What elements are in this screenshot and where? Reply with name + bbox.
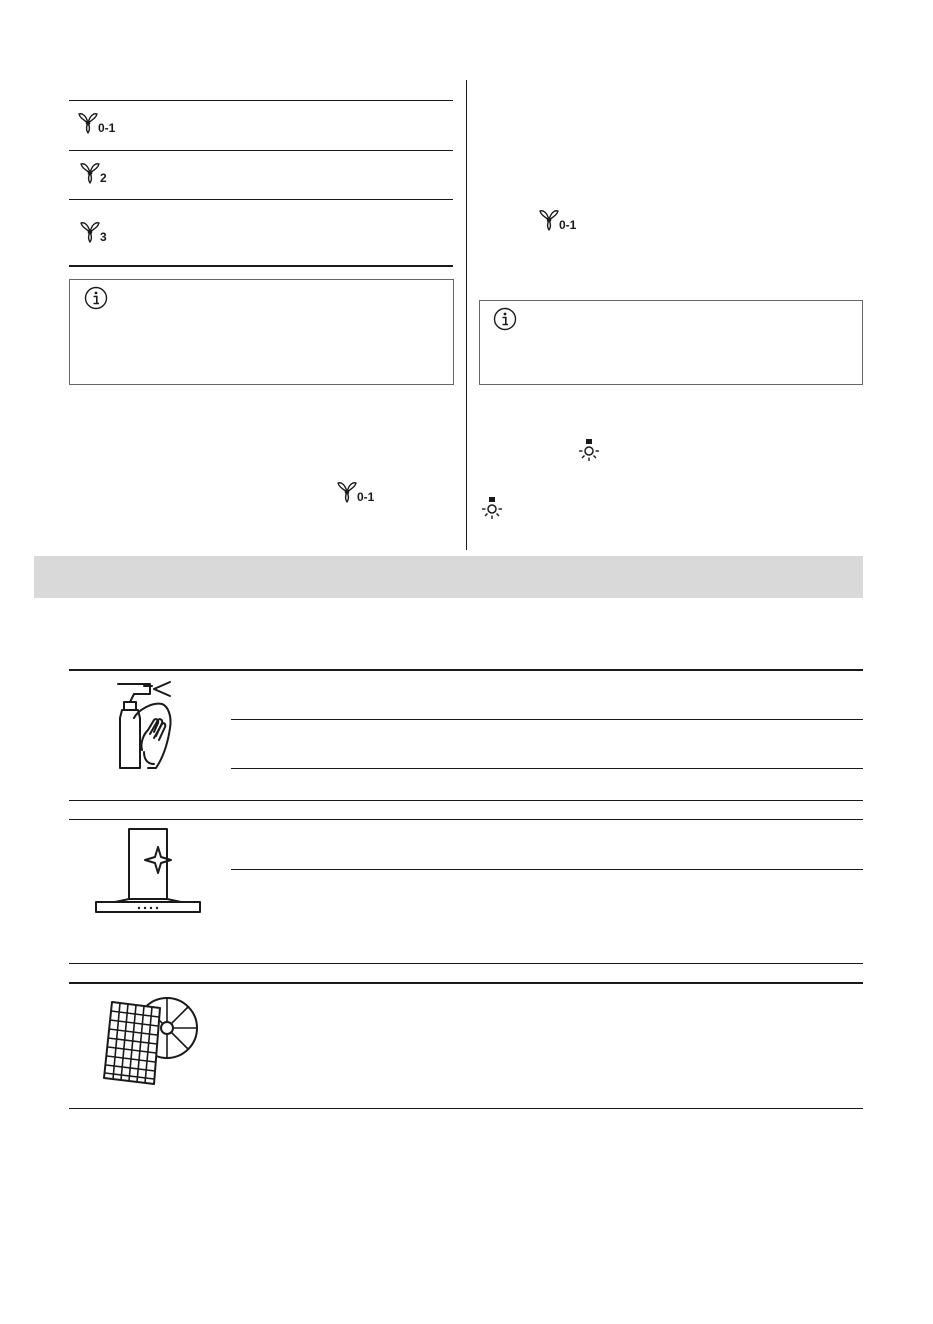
- section-heading-band: [34, 556, 863, 598]
- info-icon: [84, 286, 108, 310]
- table-rule: [69, 982, 863, 984]
- table-rule: [69, 100, 453, 101]
- info-note-box: [69, 279, 454, 385]
- table-rule: [69, 800, 863, 801]
- fan-subscript: 3: [100, 230, 107, 244]
- fan-icon: [79, 221, 101, 243]
- table-rule: [69, 1108, 863, 1109]
- fan-speed-3-symbol: [79, 221, 107, 243]
- fan-subscript: 0-1: [98, 121, 116, 135]
- light-bulb-icon: [479, 496, 505, 522]
- light-bulb-icon: [576, 438, 602, 464]
- info-icon: [493, 307, 517, 331]
- inline-fan-0-1-symbol-right: [538, 209, 576, 231]
- table-rule: [69, 199, 453, 200]
- table-rule: [69, 669, 863, 671]
- fan-icon: [77, 112, 99, 134]
- column-divider: [466, 80, 467, 550]
- clean-hood-sparkle-icon: [93, 827, 203, 915]
- grease-filter-charcoal-icon: [98, 990, 202, 1090]
- fan-subscript: 2: [100, 171, 107, 185]
- fan-icon: [79, 162, 101, 184]
- table-rule: [69, 819, 863, 820]
- fan-speed-0-1-symbol: [77, 112, 115, 134]
- table-rule: [69, 963, 863, 964]
- fan-subscript: 0-1: [357, 490, 375, 504]
- spray-cleaning-cloth-icon: [104, 676, 180, 770]
- fan-speed-2-symbol: [79, 162, 107, 184]
- table-rule: [231, 719, 863, 720]
- table-rule: [231, 869, 863, 870]
- fan-icon: [538, 209, 560, 231]
- inline-fan-0-1-symbol: [336, 481, 374, 503]
- table-rule: [231, 768, 863, 769]
- table-rule: [69, 265, 453, 267]
- info-note-box-right: [479, 300, 863, 385]
- fan-icon: [336, 481, 358, 503]
- table-rule: [69, 150, 453, 151]
- fan-subscript: 0-1: [559, 218, 577, 232]
